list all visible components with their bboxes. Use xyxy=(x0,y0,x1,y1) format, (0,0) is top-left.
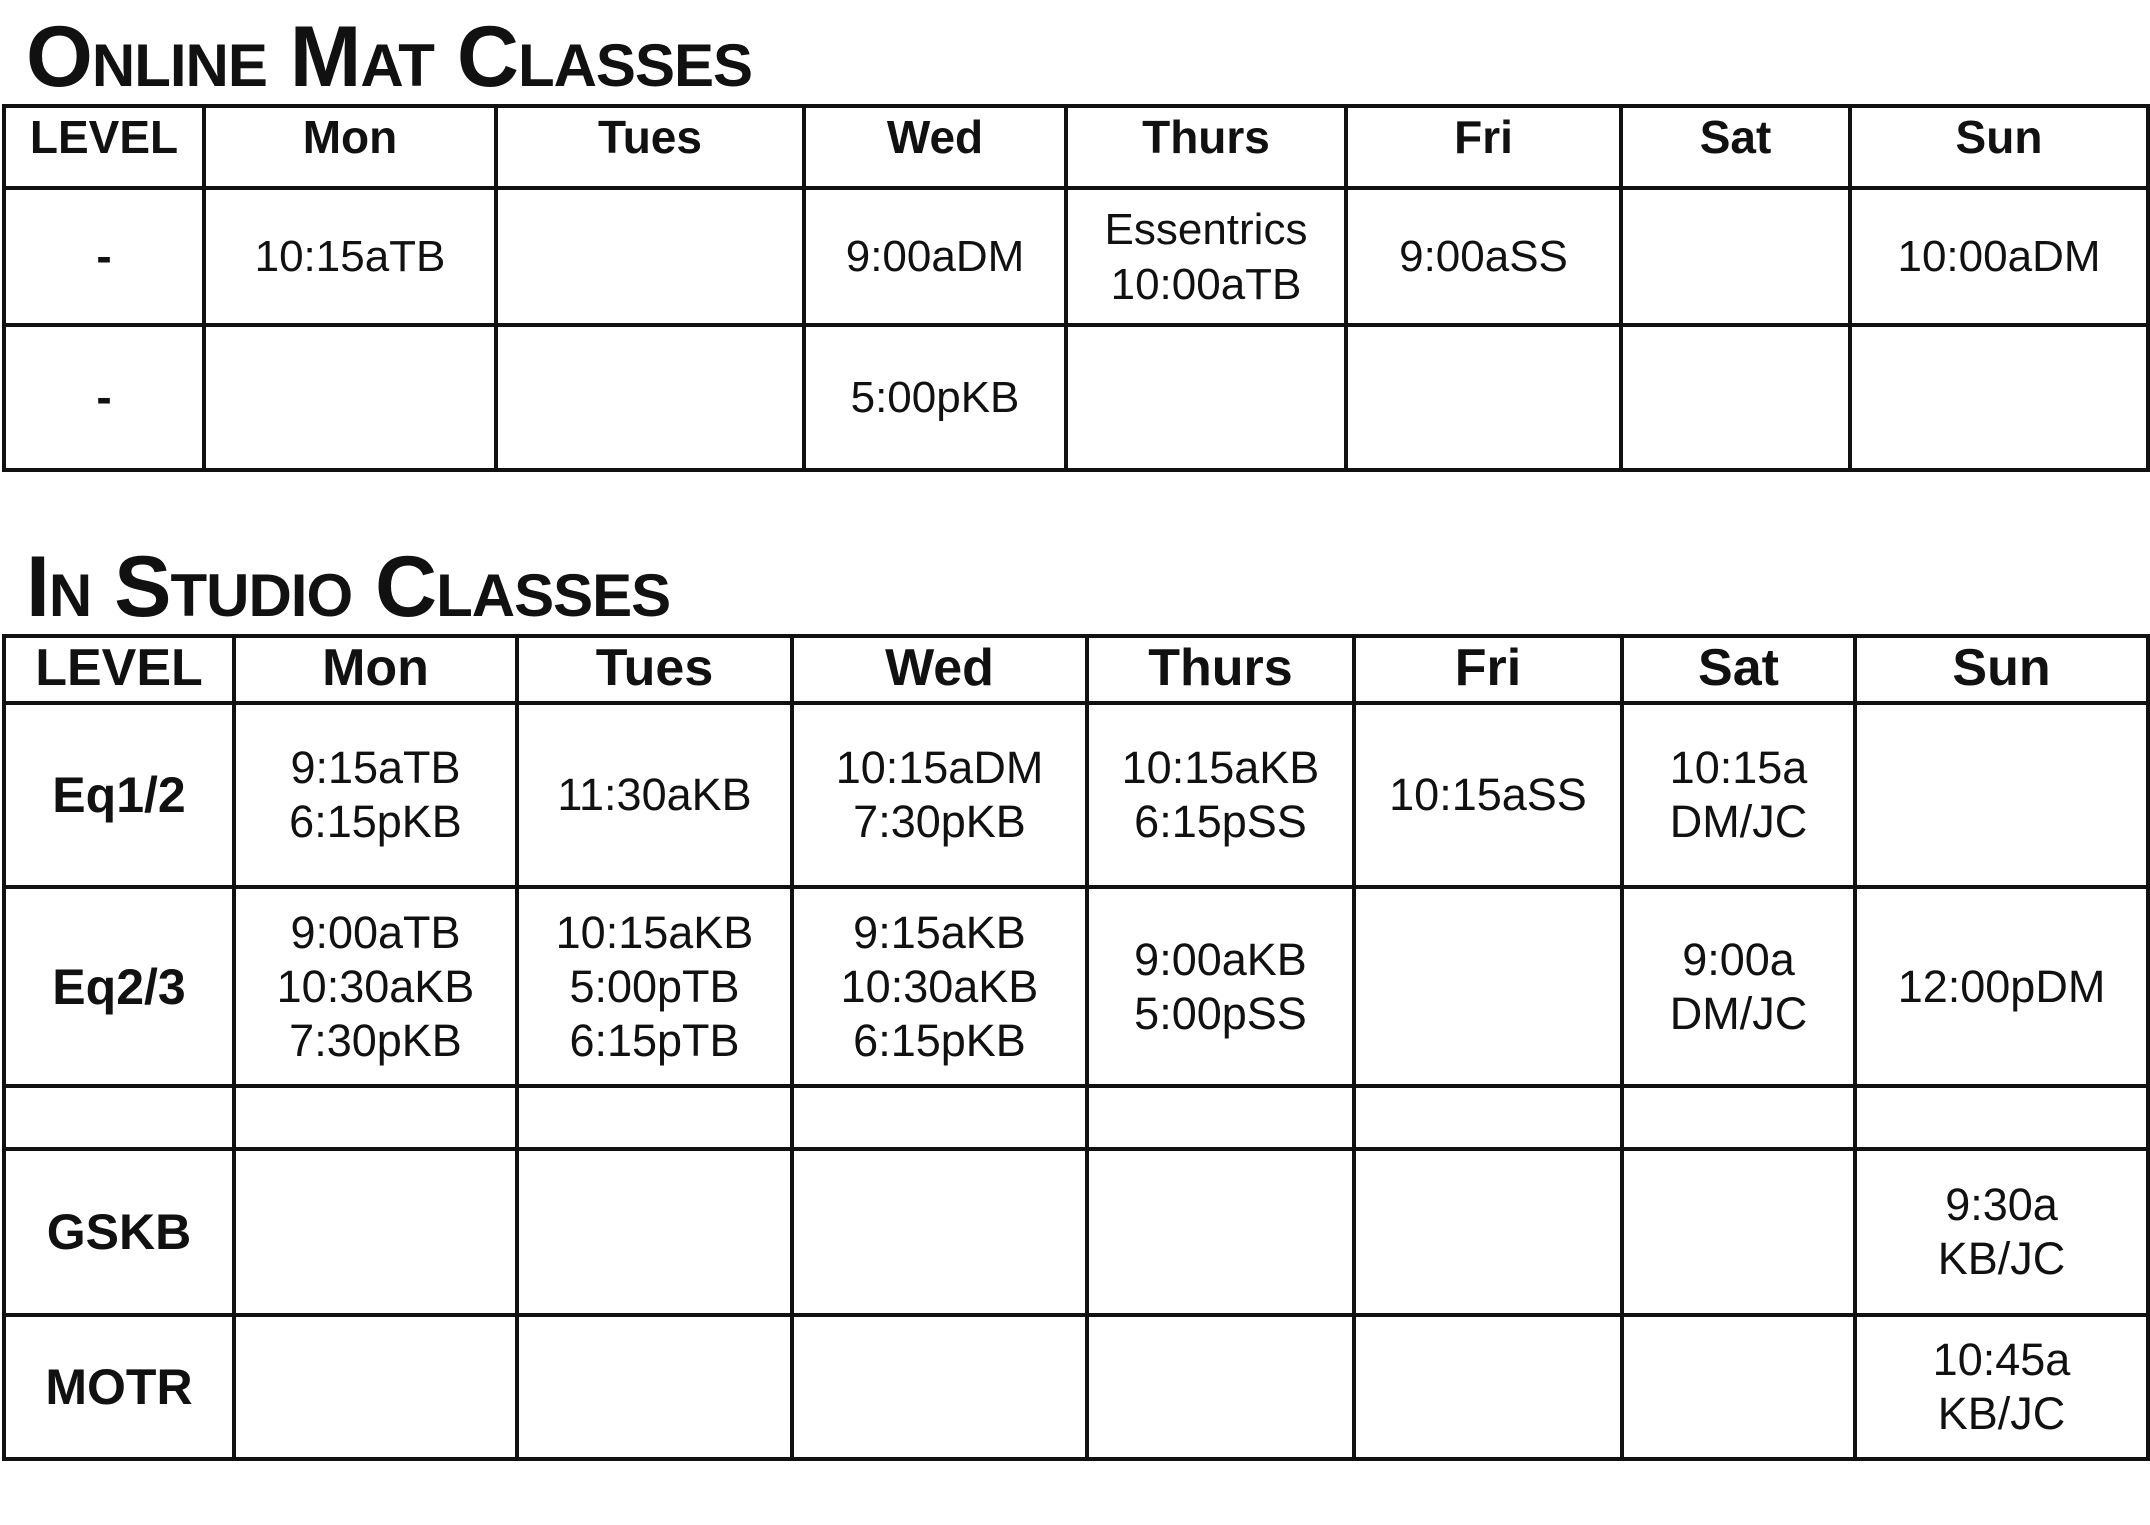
thurs-cell xyxy=(1087,1086,1354,1149)
thurs-cell xyxy=(1066,188,1346,325)
class-entry: 9:30a xyxy=(1945,1179,2058,1230)
wed-cell xyxy=(792,703,1087,887)
studio-schedule-table xyxy=(2,634,2150,1461)
sat-cell xyxy=(1622,1149,1855,1315)
sat-cell xyxy=(1622,703,1855,887)
class-entry: 9:00a xyxy=(1682,933,1795,985)
tues-cell xyxy=(517,1315,792,1459)
sat-cell xyxy=(1622,1315,1855,1459)
mon-cell xyxy=(234,1086,517,1149)
wed-cell xyxy=(792,1315,1087,1459)
header-fri: Fri xyxy=(1354,636,1622,703)
level-cell: - xyxy=(4,188,204,325)
class-entry: 10:00aTB xyxy=(1110,259,1302,309)
level-cell: Eq1/2 xyxy=(4,703,234,887)
table-row xyxy=(4,325,2148,470)
header-level: LEVEL xyxy=(4,106,204,188)
header-tues: Tues xyxy=(517,636,792,703)
tues-cell xyxy=(517,1086,792,1149)
thurs-cell xyxy=(1087,1149,1354,1315)
header-tues: Tues xyxy=(496,106,804,188)
class-entry: 9:00aSS xyxy=(1399,232,1568,281)
class-entry: 7:30pKB xyxy=(289,1014,462,1066)
tues-cell xyxy=(517,1149,792,1315)
tues-cell xyxy=(496,188,804,325)
header-wed: Wed xyxy=(792,636,1087,703)
header-sun: Sun xyxy=(1850,106,2148,188)
online-header-row xyxy=(4,106,2148,188)
class-entry: DM/JC xyxy=(1669,987,1808,1039)
class-entry: 9:00aKB xyxy=(1134,933,1307,985)
online-mat-classes-title: Online Mat Classes xyxy=(26,9,753,105)
class-entry: 10:45a xyxy=(1932,1334,2071,1385)
thurs-cell xyxy=(1087,703,1354,887)
header-thurs: Thurs xyxy=(1066,106,1346,188)
wed-cell xyxy=(804,188,1066,325)
level-cell: Eq2/3 xyxy=(4,887,234,1086)
table-row xyxy=(4,1149,2148,1315)
wed-cell xyxy=(792,1086,1087,1149)
wed-cell xyxy=(792,1149,1087,1315)
class-entry: KB/JC xyxy=(1937,1233,2066,1284)
level-cell: - xyxy=(4,325,204,470)
mon-cell xyxy=(234,1149,517,1315)
table-row xyxy=(4,1315,2148,1459)
sat-cell xyxy=(1622,1086,1855,1149)
level-cell: GSKB xyxy=(4,1149,234,1315)
class-entry: Essentrics xyxy=(1104,204,1308,254)
header-thurs: Thurs xyxy=(1087,636,1354,703)
sat-cell xyxy=(1621,325,1850,470)
mon-cell xyxy=(204,325,496,470)
sat-cell xyxy=(1621,188,1850,325)
class-entry: 10:15aSS xyxy=(1389,769,1587,820)
class-entry: 6:15pKB xyxy=(289,796,462,847)
class-entry: 11:30aKB xyxy=(557,769,752,820)
header-wed: Wed xyxy=(804,106,1066,188)
studio-header-row xyxy=(4,636,2148,703)
in-studio-classes-title: In Studio Classes xyxy=(26,539,671,635)
table-row xyxy=(4,1086,2148,1149)
header-sat: Sat xyxy=(1621,106,1850,188)
class-entry: 6:15pTB xyxy=(569,1014,740,1066)
thurs-cell xyxy=(1066,325,1346,470)
class-entry: 10:30aKB xyxy=(276,960,475,1012)
header-level: LEVEL xyxy=(4,636,234,703)
class-entry: 10:15aTB xyxy=(254,232,446,281)
sun-cell xyxy=(1850,188,2148,325)
tues-cell xyxy=(517,887,792,1086)
table-row xyxy=(4,887,2148,1086)
thurs-cell xyxy=(1087,1315,1354,1459)
level-cell: MOTR xyxy=(4,1315,234,1459)
class-entry: 6:15pSS xyxy=(1134,796,1307,847)
fri-cell xyxy=(1354,887,1622,1086)
sun-cell xyxy=(1855,1315,2148,1459)
class-entry: 12:00pDM xyxy=(1897,960,2106,1012)
sun-cell xyxy=(1855,1149,2148,1315)
fri-cell xyxy=(1354,1086,1622,1149)
class-entry: KB/JC xyxy=(1937,1388,2066,1439)
wed-cell xyxy=(792,887,1087,1086)
level-cell xyxy=(4,1086,234,1149)
thurs-cell xyxy=(1087,887,1354,1086)
tues-cell xyxy=(517,703,792,887)
class-entry: 10:15aKB xyxy=(1121,742,1320,793)
class-entry: 9:00aTB xyxy=(290,906,461,958)
class-entry: 10:15aKB xyxy=(555,906,754,958)
table-row xyxy=(4,188,2148,325)
class-entry: 9:15aKB xyxy=(853,906,1026,958)
wed-cell xyxy=(804,325,1066,470)
class-entry: 10:15aDM xyxy=(835,742,1044,793)
table-row xyxy=(4,703,2148,887)
sun-cell xyxy=(1850,325,2148,470)
class-entry: 7:30pKB xyxy=(853,796,1026,847)
sun-cell xyxy=(1855,703,2148,887)
class-entry: 5:00pKB xyxy=(850,373,1020,422)
class-entry: 5:00pTB xyxy=(569,960,740,1012)
fri-cell xyxy=(1354,1149,1622,1315)
mon-cell xyxy=(234,887,517,1086)
fri-cell xyxy=(1346,325,1621,470)
fri-cell xyxy=(1346,188,1621,325)
header-mon: Mon xyxy=(234,636,517,703)
class-entry: 10:30aKB xyxy=(840,960,1039,1012)
tues-cell xyxy=(496,325,804,470)
class-entry: 9:00aDM xyxy=(845,232,1025,281)
fri-cell xyxy=(1354,703,1622,887)
header-sun: Sun xyxy=(1855,636,2148,703)
class-entry: 10:15a xyxy=(1669,742,1808,793)
mon-cell xyxy=(204,188,496,325)
class-entry: 9:15aTB xyxy=(290,742,461,793)
sun-cell xyxy=(1855,887,2148,1086)
header-sat: Sat xyxy=(1622,636,1855,703)
class-entry: 10:00aDM xyxy=(1897,232,2101,281)
sun-cell xyxy=(1855,1086,2148,1149)
online-schedule-table xyxy=(2,104,2150,472)
class-entry: 5:00pSS xyxy=(1134,987,1307,1039)
class-entry: 6:15pKB xyxy=(853,1014,1026,1066)
mon-cell xyxy=(234,1315,517,1459)
class-entry: DM/JC xyxy=(1669,796,1808,847)
header-mon: Mon xyxy=(204,106,496,188)
fri-cell xyxy=(1354,1315,1622,1459)
header-fri: Fri xyxy=(1346,106,1621,188)
sat-cell xyxy=(1622,887,1855,1086)
mon-cell xyxy=(234,703,517,887)
